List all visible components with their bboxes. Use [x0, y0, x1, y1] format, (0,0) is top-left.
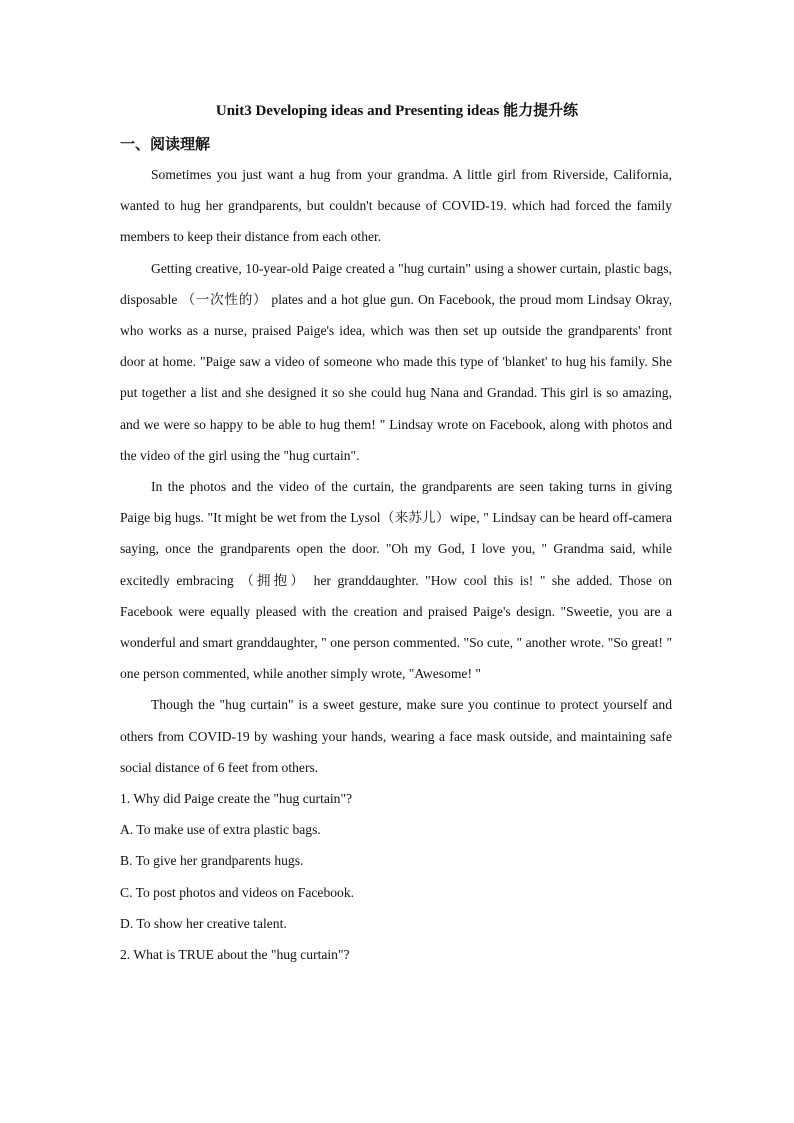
question-2-stem: 2. What is TRUE about the "hug curtain"?	[120, 947, 350, 963]
paragraph-4: Though the "hug curtain" is a sweet gesture, make sure you continue to protect yourself and others from COVID-19 by washing your hands, wearing a face mask outside, and maintaining safe social distance of 6 feet from others.	[120, 697, 672, 775]
question-1-option-d: D. To show her creative talent.	[120, 915, 287, 931]
section-heading: 一、阅读理解	[120, 135, 211, 153]
question-1-stem: 1. Why did Paige create the "hug curtain"?	[120, 791, 353, 807]
paragraph-1: Sometimes you just want a hug from your grandma. A little girl from Riverside, California, wanted to hug her grandparents, but couldn't because of COVID-19. which had forced the family members to keep their distance from each other.	[120, 167, 672, 245]
paragraph-2: Getting creative, 10-year-old Paige created a "hug curtain" using a shower curtain, plastic bags, disposable （一次性的） plates and a hot glue gun. On Facebook, the proud mom Lindsay Okray, who works as a nurse, praised Paige's idea, which was then set up outside the grandparents' front door at home. "Paige saw a video of someone who made this type of 'blanket' to hug his family. She put together a list and she designed it so she could hug Nana and Grandad. This girl is so amazing, and we were so happy to be able to hug them! " Lindsay wrote on Facebook, along with photos and the video of the girl using the "hug curtain".	[120, 260, 672, 463]
paragraph-3: In the photos and the video of the curtain, the grandparents are seen taking turns in giving Paige big hugs. "It might be wet from the Lysol（来苏儿）wipe, " Lindsay can be heard off-camera saying, once the grandparents open the door. "Oh my God, I love you, " Grandma said, while excitedly embracing （拥抱） her granddaughter. "How cool this is! " she added. Those on Facebook were equally pleased with the creation and praised Paige's design. "Sweetie, you are a wonderful and smart granddaughter, " one person commented. "So cute, " another wrote. "So great! " one person commented, while another simply wrote, "Awesome! "	[120, 479, 672, 682]
question-1-option-b: B. To give her grandparents hugs.	[120, 853, 304, 869]
reading-passage	[120, 159, 672, 970]
question-1-option-c: C. To post photos and videos on Facebook.	[120, 884, 355, 900]
page-title: Unit3 Developing ideas and Presenting ideas 能力提升练	[215, 103, 579, 119]
question-1-option-a: A. To make use of extra plastic bags.	[120, 822, 321, 838]
